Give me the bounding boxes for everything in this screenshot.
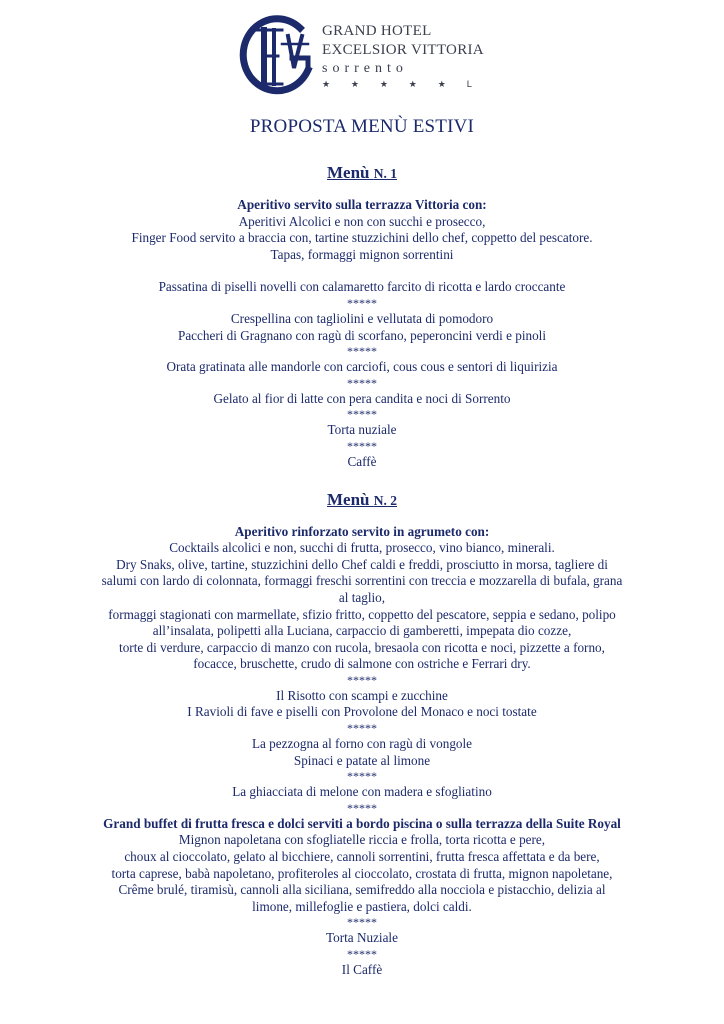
- menu1-course: Crespellina con tagliolini e vellutata di pomodoro: [230, 310, 494, 326]
- course-separator: *****: [347, 375, 377, 390]
- menu1-aperitivo-line: Finger Food servito a braccia con, tartine stuzzichini dello chef, coppetto del pescatore.: [131, 230, 593, 246]
- menu2-buffet-line: choux al cioccolato, gelato al bicchiere, cannoli sorrentini, frutta fresca affettata e da bere,: [124, 849, 600, 865]
- page-title: PROPOSTA MENÙ ESTIVI: [249, 116, 475, 137]
- course-separator: *****: [347, 438, 377, 453]
- menu2-course: La ghiacciata di melone con madera e sfogliatino: [232, 784, 492, 800]
- menu1-course: Orata gratinata alle mandorle con carciofi, cous cous e sentori di liquirizia: [166, 359, 558, 375]
- menu2-course: Torta Nuziale: [326, 930, 398, 946]
- menu2-aperitivo-line: torte di verdure, carpaccio di manzo con rucola, bresaola con ricotta e noci, pizzette a forno,: [119, 639, 605, 655]
- hotel-monogram-logo: [238, 14, 318, 98]
- course-separator: *****: [347, 295, 377, 310]
- course-separator: *****: [347, 721, 377, 736]
- menu2-aperitivo-line: al taglio,: [338, 589, 386, 605]
- menu1-heading-word: Menù: [327, 163, 370, 182]
- course-separator: *****: [347, 344, 377, 359]
- course-separator: *****: [347, 407, 377, 422]
- hotel-city: sorrento: [322, 61, 408, 76]
- menu2-course: La pezzogna al forno con ragù di vongole: [251, 736, 473, 752]
- menu1-aperitivo-title: Aperitivo servito sulla terrazza Vittoria con:: [237, 197, 487, 212]
- menu2-course: Il Risotto con scampi e zucchine: [276, 687, 448, 703]
- menu2-heading: [58, 489, 666, 512]
- hotel-name-line1: GRAND HOTEL: [322, 23, 432, 39]
- menu2-course: Spinaci e patate al limone: [293, 752, 431, 768]
- hotel-name-line2: EXCELSIOR VITTORIA: [322, 42, 484, 58]
- menu2-buffet-line: limone, millefoglie e pastiera, dolci caldi.: [252, 898, 472, 914]
- menu1-course: Caffè: [347, 453, 377, 469]
- menu2-aperitivo-title: Aperitivo rinforzato servito in agrumeto con:: [234, 523, 490, 539]
- course-separator: *****: [347, 800, 377, 815]
- menu2-heading-word: Menù: [327, 489, 370, 509]
- menu2-aperitivo-line: Cocktails alcolici e non, succhi di frutta, prosecco, vino bianco, minerali.: [169, 540, 555, 556]
- menu-content: [58, 162, 666, 979]
- course-separator: *****: [347, 915, 377, 930]
- menu2-aperitivo-line: Dry Snaks, olive, tartine, stuzzichini dello Chef caldi e freddi, prosciutto in morsa, tagliere di: [116, 556, 608, 572]
- menu2-aperitivo-line: all’insalata, polipetti alla Luciana, carpaccio di gamberetti, impepata dio cozze,: [152, 623, 572, 639]
- spacer: [58, 471, 666, 489]
- menu1-course: Gelato al fior di latte con pera candita e noci di Sorrento: [213, 390, 511, 406]
- menu1-heading: [58, 162, 666, 185]
- menu1-course: Passatina di piselli novelli con calamaretto farcito di ricotta e lardo croccante: [158, 279, 566, 295]
- menu2-buffet-line: Mignon napoletana con sfogliatelle riccia e frolla, torta ricotta e pere,: [178, 832, 546, 848]
- spacer: [58, 263, 666, 279]
- course-separator: *****: [347, 769, 377, 784]
- hotel-stars: ★ ★ ★ ★ ★ L: [322, 80, 481, 90]
- course-separator: *****: [347, 672, 377, 687]
- menu1-course: Torta nuziale: [327, 422, 397, 438]
- menu2-buffet-line: Crême brulé, tiramisù, cannoli alla siciliana, semifreddo alla nocciola e pistacchio, delizia al: [118, 882, 606, 898]
- menu2-aperitivo-line: focacce, bruschette, crudo di salmone con ostriche e Ferrari dry.: [193, 656, 531, 672]
- menu2-aperitivo-line: formaggi stagionati con marmellate, sfizio fritto, coppetto del pescatore, seppia e sedano, polipo: [108, 606, 616, 622]
- hotel-logo: [238, 14, 498, 98]
- hotel-name-block: [322, 22, 484, 92]
- menu1-aperitivo-line: Tapas, formaggi mignon sorrentini: [270, 246, 454, 262]
- menu2-course: I Ravioli di fave e piselli con Provolone del Monaco e noci tostate: [187, 704, 537, 720]
- menu2-buffet-line: torta caprese, babà napoletano, profiteroles al cioccolato, crostata di frutta, mignon napoletane,: [111, 865, 613, 881]
- menu2-course: Il Caffè: [341, 962, 383, 977]
- course-separator: *****: [347, 947, 377, 961]
- menu2-heading-number: N. 2: [373, 492, 397, 508]
- menu1-heading-number: N. 1: [373, 166, 397, 181]
- menu1-course: Paccheri di Gragnano con ragù di scorfano, peperoncini verdi e pinoli: [177, 327, 547, 343]
- menu1-aperitivo-line: Aperitivi Alcolici e non con succhi e prosecco,: [238, 213, 486, 229]
- menu2-buffet-title: Grand buffet di frutta fresca e dolci serviti a bordo piscina o sulla terrazza della Suite Royal: [103, 815, 621, 831]
- menu2-aperitivo-line: salumi con lardo di colonnata, formaggi freschi sorrentini con treccia e mozzarella di bufala, grana: [101, 573, 623, 589]
